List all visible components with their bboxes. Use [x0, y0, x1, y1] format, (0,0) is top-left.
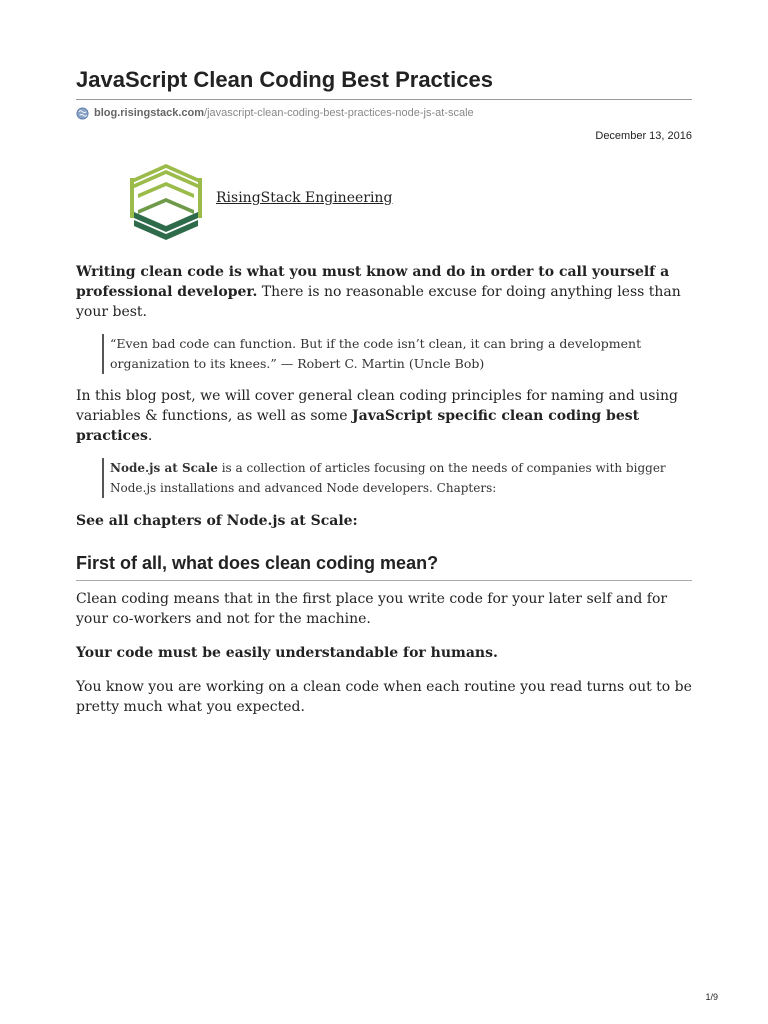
author-block [76, 162, 692, 242]
author-link[interactable]: RisingStack Engineering [216, 190, 393, 206]
para2-plain: In this blog post, we will cover general clean coding principles for naming and using variables & functions, as well as some [76, 388, 678, 424]
source-domain[interactable]: blog.risingstack.com [94, 107, 205, 119]
uncle-bob-quote: “Even bad code can function. But if the code isn’t clean, it can bring a development organization to its knees.” — Robert C. Martin (Uncle Bob) [102, 334, 670, 374]
intro-paragraph [76, 262, 692, 322]
globe-icon [76, 107, 89, 120]
intro-rest: There is no reasonable excuse for doing anything less than your best. [76, 284, 681, 320]
series-rest: is a collection of articles focusing on the needs of companies with bigger Node.js installations and advanced Node developers. Chapters: [110, 461, 666, 495]
series-note [102, 458, 680, 498]
risingstack-logo [128, 162, 204, 242]
chapters-link[interactable]: See all chapters of Node.js at Scale: [76, 513, 358, 529]
section-paragraph-1: Clean coding means that in the first place you write code for your later self and for your co-workers and not for the machine. [76, 591, 668, 627]
article-page [76, 0, 692, 717]
para2-end: . [147, 428, 153, 444]
section-paragraph-2: Your code must be easily understandable for humans. [76, 645, 498, 661]
article-title: JavaScript Clean Coding Best Practices [76, 67, 493, 92]
intro-bold: Writing clean code is what you must know and do in order to call yourself a professional developer. [76, 264, 670, 300]
source-url[interactable] [76, 106, 692, 120]
source-path[interactable]: /javascript-clean-coding-best-practices-node-js-at-scale [204, 107, 474, 119]
para2-bold: JavaScript specific clean coding best practices [76, 408, 640, 444]
publish-date: December 13, 2016 [595, 130, 692, 142]
section-divider [76, 580, 692, 581]
page-number: 1/9 [705, 992, 718, 1002]
section-paragraph-3: You know you are working on a clean code when each routine you read turns out to be pretty much what you expected. [76, 679, 692, 715]
title-divider [76, 99, 692, 100]
series-link[interactable]: Node.js at Scale [110, 461, 218, 475]
section-heading: First of all, what does clean coding mean? [76, 553, 439, 573]
blog-post-paragraph [76, 386, 692, 446]
